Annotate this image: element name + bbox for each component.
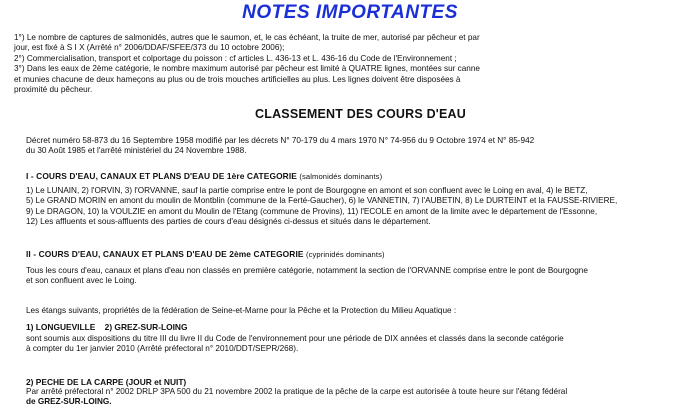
category-2-note: (cyprinidés dominants): [306, 250, 385, 259]
note-line: jour, est fixé à S I X (Arrêté n° 2006/DDAF/SFEE/373 du 10 octobre 2006);: [14, 43, 285, 53]
page-title: NOTES IMPORTANTES: [242, 2, 458, 23]
decree-line: du 30 Août 1985 et l'arrêté ministériel du 24 Novembre 1988.: [26, 146, 247, 156]
ponds-line: à compter du 1er janvier 2010 (Arrêté préfectoral n° 2010/DDT/SEPR/268).: [26, 344, 299, 354]
category-1-line: 5) Le GRAND MORIN en amont du moulin de Montblin (commune de la Ferté-Gaucher), 6) le VANNETIN, 7) l'AUBETIN, 8) Le DURTEINT et la FAUSSE-RIVIERE,: [26, 196, 618, 206]
category-1-line: 1) Le LUNAIN, 2) l'ORVIN, 3) l'ORVANNE, sauf la partie comprise entre le pont de Bourgogne en amont et son confluent avec le Loing en aval, 4) le BETZ,: [26, 186, 588, 195]
notes-block: [14, 33, 694, 95]
category-1-heading: [26, 171, 382, 181]
ponds-heading: [26, 322, 187, 332]
carp-fishing-heading: 2) PECHE DE LA CARPE (JOUR et NUIT): [26, 377, 187, 387]
category-1-note: (salmonidés dominants): [299, 172, 383, 181]
category-1-title: I - COURS D'EAU, CANAUX ET PLANS D'EAU DE 1ère CATEGORIE: [26, 171, 297, 181]
pond-grez-sur-loing: 2) GREZ-SUR-LOING: [104, 322, 188, 332]
category-2-text: [26, 266, 588, 287]
pond-longueville: 1) LONGUEVILLE: [26, 322, 96, 332]
category-2-heading: [26, 249, 385, 259]
carp-fishing-text: [26, 387, 567, 408]
note-line: proximité du pêcheur.: [14, 85, 93, 95]
note-line: 1°) Le nombre de captures de salmonidés, autres que le saumon, et, le cas échéant, la truite de mer, autorisé par pêcheur et par: [14, 33, 480, 42]
decree-line: Décret numéro 58-873 du 16 Septembre 1958 modifié par les décrets N° 70-179 du 4 mars 1970 N° 74-956 du 9 Octobre 1974 et N° 85-942: [26, 136, 535, 145]
category-1-line: 9) Le DRAGON, 10) la VOULZIE en amont du Moulin de l'Etang (commune de Provins), 11) l'ECOLE en amont de la limite avec le département de l'Essonne,: [26, 206, 598, 216]
section-title: CLASSEMENT DES COURS D'EAU: [255, 107, 466, 121]
category-2-line: Tous les cours d'eau, canaux et plans d'eau non classés en première catégorie, notamment la section de l'ORVANNE comprise entre le pont de Bourgogne: [26, 266, 588, 275]
category-1-list: [26, 186, 617, 228]
note-line: et munies chacune de deux hameçons au plus ou de trois mouches artificielles au plus. Les lignes doivent être disposées à: [14, 74, 461, 84]
category-2-line: et son confluent avec le Loing.: [26, 276, 137, 286]
carp-fishing-line: de GREZ-SUR-LOING.: [26, 397, 112, 407]
note-line: 3°) Dans les eaux de 2ème catégorie, le nombre maximum autorisé par pêcheur est limité à QUATRE lignes, montées sur canne: [14, 64, 480, 74]
category-1-line: 12) Les affluents et sous-affluents des parties de cours d'eau désignés ci-dessus et situés dans le département.: [26, 217, 431, 227]
carp-fishing-line: Par arrêté préfectoral n° 2002 DRLP 3PA 500 du 21 novembre 2002 la pratique de la pêche de la carpe est autorisée à toute heure sur l'étang fédéral: [26, 387, 568, 396]
category-2-title: II - COURS D'EAU, CANAUX ET PLANS D'EAU DE 2ème CATEGORIE: [26, 249, 304, 259]
decree-paragraph: [26, 136, 534, 157]
note-line: 2°) Commercialisation, transport et colportage du poisson : cf articles L. 436-13 et L. 436-16 du Code de l'Environnement ;: [14, 53, 457, 63]
ponds-intro: Les étangs suivants, propriétés de la fédération de Seine-et-Marne pour la Pêche et la Protection du Milieu Aquatique :: [26, 306, 457, 315]
ponds-text: [26, 334, 564, 355]
ponds-line: sont soumis aux dispositions du titre III du livre II du Code de l'environnement pour une période de DIX années et classés dans la seconde catégorie: [26, 334, 564, 343]
